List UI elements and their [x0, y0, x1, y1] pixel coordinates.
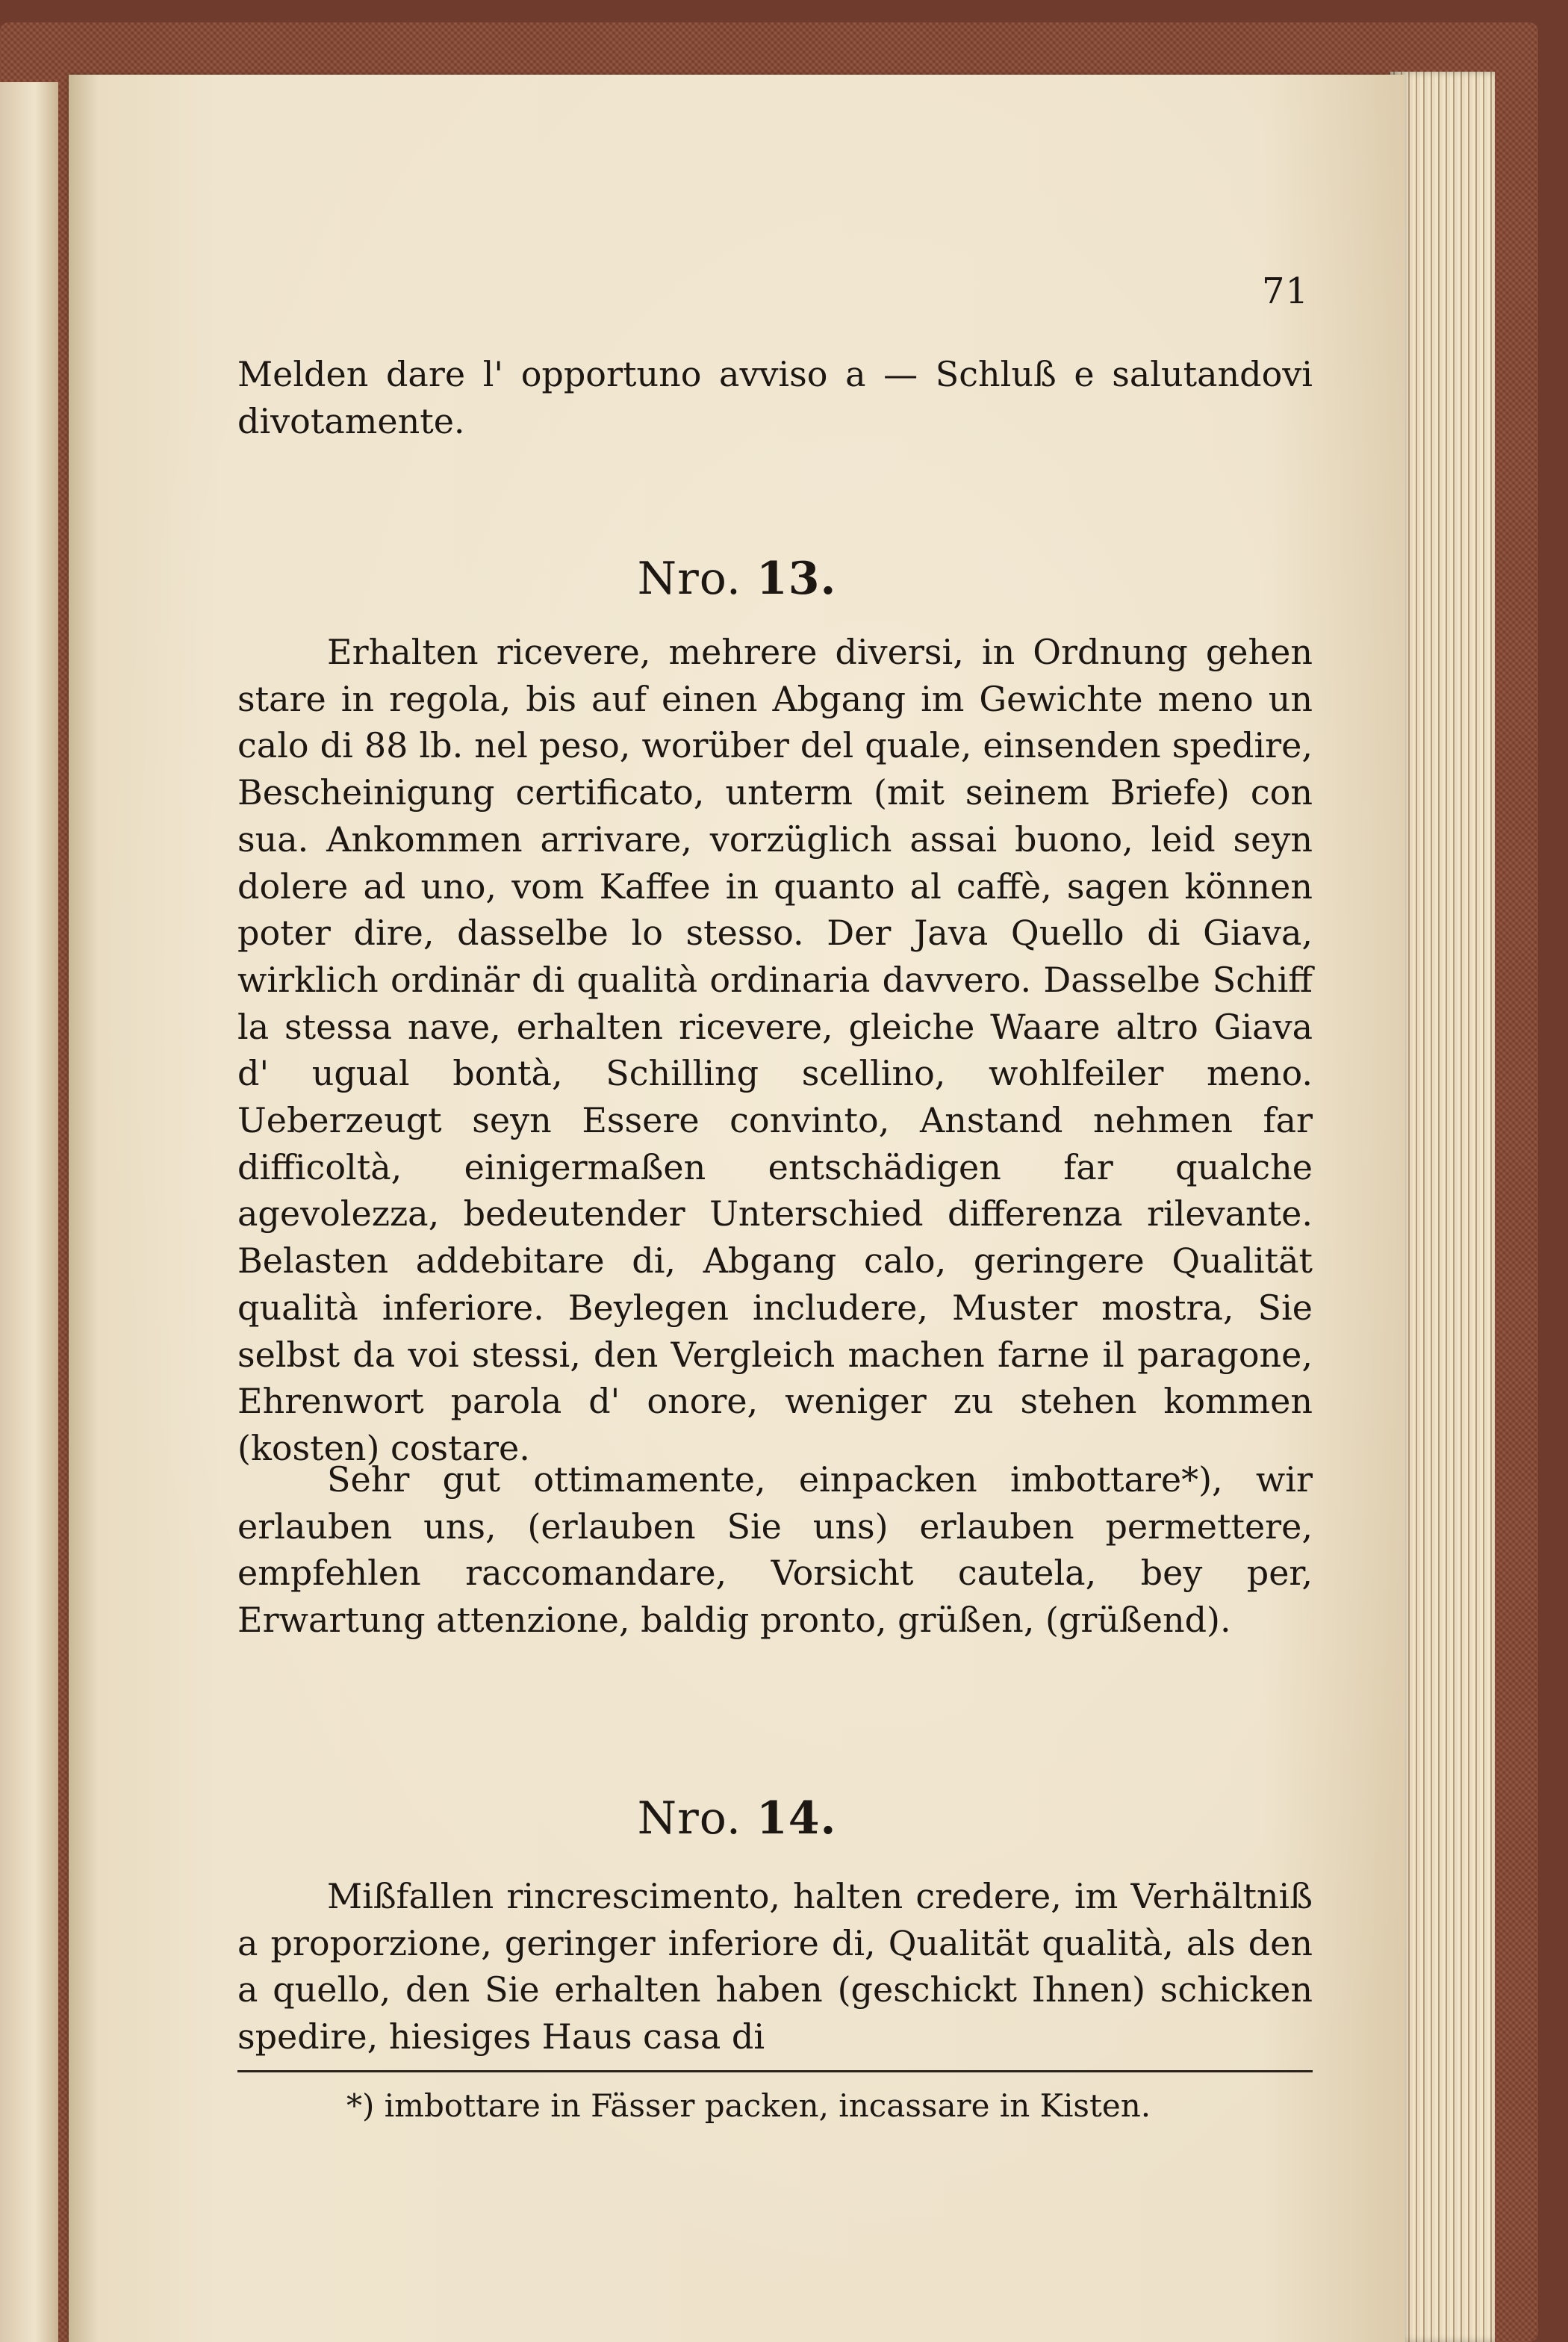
- book-page: [69, 75, 1405, 2342]
- section-14-paragraph-1: Mißfallen rincrescimento, halten credere, im Verhältniß a proporzione, geringer inferiore di, Qualität qualità, als den a quello, den Sie erhalten haben (geschickt Ihnen) schicken spedire, hiesiges Haus casa di: [237, 1876, 1313, 2057]
- footnote: *) imbottare in Fässer packen, incassare in Kisten.: [346, 2087, 1151, 2124]
- heading-number: 14.: [756, 1792, 837, 1845]
- left-page-edge: [0, 82, 58, 2342]
- continuation-text: Melden dare l' opportuno avviso a — Schluß e salutandovi divotamente.: [237, 354, 1313, 441]
- section-heading-13: [69, 553, 1405, 605]
- section-heading-14: [69, 1792, 1405, 1845]
- footnote-divider: [237, 2070, 1313, 2072]
- page-number: 71: [1262, 270, 1310, 312]
- page-edges: [1390, 72, 1495, 2342]
- heading-label: Nro.: [637, 553, 741, 605]
- section-13-paragraph-1: Erhalten ricevere, mehrere diversi, in Ordnung gehen stare in regola, bis auf einen Abgang im Gewichte meno un calo di 88 lb. nel peso, worüber del quale, einsenden spedire, Bescheinigung certificato, unterm (mit seinem Briefe) con sua. Ankommen arrivare, vorzüglich assai buono, leid seyn dolere ad uno, vom Kaffee in quanto al caffè, sagen können poter dire, dasselbe lo stesso. Der Java Quello di Giava, wirklich ordinär di qualità ordinaria davvero. Dasselbe Schiff la stessa nave, erhalten ricevere, gleiche Waare altro Giava d' ugual bontà, Schilling scellino, wohlfeiler meno. Ueberzeugt seyn Essere convinto, Anstand nehmen far difficoltà, einigermaßen entschädigen far qualche agevolezza, bedeutender Unterschied differenza rilevante. Belasten addebitare di, Abgang calo, geringere Qualität qualità inferiore. Beylegen includere, Muster mostra, Sie selbst da voi stessi, den Vergleich machen farne il paragone, Ehrenwort parola d' onore, weniger zu stehen kommen (kosten) costare.: [237, 632, 1313, 1468]
- heading-label: Nro.: [637, 1792, 741, 1845]
- heading-number: 13.: [756, 553, 837, 605]
- section-13-paragraph-2: Sehr gut ottimamente, einpacken imbottare*), wir erlauben uns, (erlauben Sie uns) erlauben permettere, empfehlen raccomandare, Vorsicht cautela, bey per, Erwartung attenzione, baldig pronto, grüßen, (grüßend).: [237, 1459, 1313, 1641]
